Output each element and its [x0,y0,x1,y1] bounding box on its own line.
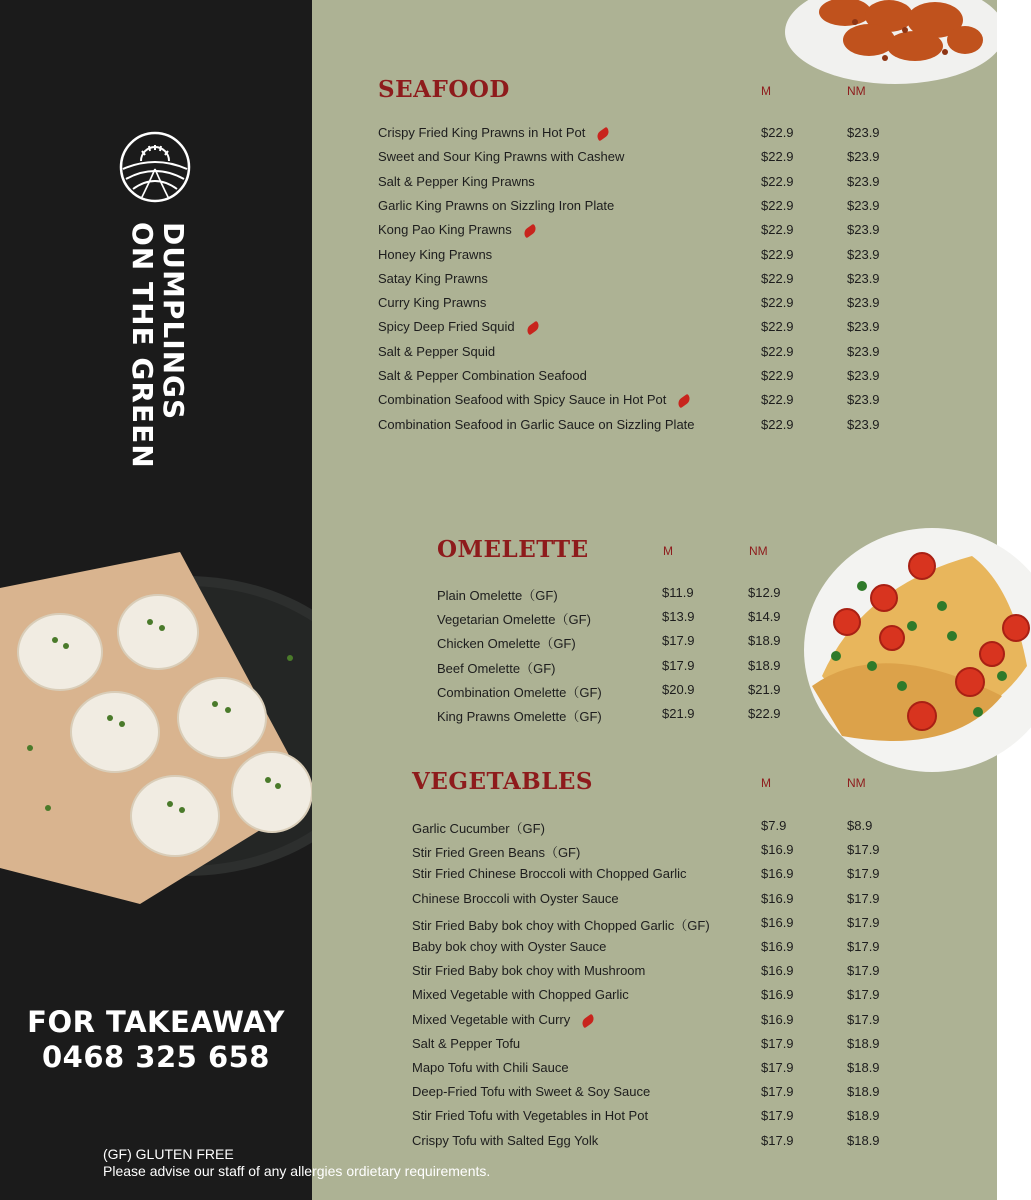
takeaway-label: FOR TAKEAWAY [27,1005,285,1039]
menu-item [378,295,907,315]
menu-item-name: Salt & Pepper Combination Seafood [378,368,587,383]
menu-item-price-nm: $17.9 [847,939,880,954]
menu-item [378,149,907,169]
menu-item-price-nm: $18.9 [748,633,781,649]
menu-item-price-nm: $17.9 [847,842,880,858]
menu-item-name: Vegetarian Omelette（GF) [437,612,591,628]
menu-item-name: Garlic Cucumber（GF) [412,821,545,836]
menu-item [437,682,808,702]
menu-item-price-m: $22.9 [761,246,794,262]
menu-item-price-m: $22.9 [761,270,794,286]
menu-item-name: Combination Omelette（GF) [437,684,602,700]
menu-item [437,706,808,726]
menu-item-name: Stir Fried Tofu with Vegetables in Hot Pot [412,1108,649,1124]
omelette-m-header: M [663,544,673,558]
menu-item [437,585,808,605]
menu-item [378,247,907,267]
menu-item [412,939,907,959]
menu-item-price-m: $22.9 [761,416,794,432]
menu-item [378,125,907,145]
menu-item-price-nm: $23.9 [847,222,880,238]
menu-item-price-nm: $17.9 [847,914,880,930]
menu-item-name: Stir Fried Chinese Broccoli with Chopped Garlic [412,866,687,882]
menu-item-price-nm: $18.9 [847,1084,880,1100]
menu-item-name: Stir Fried Baby bok choy with Chopped Garlic（GF) [412,917,710,933]
menu-item-price-m: $22.9 [761,149,794,165]
menu-item-name: Combination Seafood in Garlic Sauce on Sizzling Plate [378,416,695,432]
menu-item [412,1084,907,1104]
menu-item-name: Crispy Tofu with Salted Egg Yolk [412,1132,599,1148]
menu-item-name: Mapo Tofu with Chili Sauce [412,1060,569,1075]
menu-item [412,891,907,911]
menu-item-price-m: $21.9 [662,706,695,721]
menu-item-price-nm: $23.9 [847,392,880,408]
menu-item-name: Stir Fried Baby bok choy with Mushroom [412,963,646,979]
menu-item-name: Plain Omelette（GF) [437,588,558,603]
menu-item-price-nm: $23.9 [847,343,880,359]
menu-item-price-nm: $18.9 [847,1035,880,1051]
menu-item-price-nm: $21.9 [748,681,781,697]
menu-item [412,1060,907,1080]
prawns-plate-image [785,0,997,84]
menu-item-price-m: $22.9 [761,319,794,335]
menu-item [378,222,907,242]
menu-item-price-m: $17.9 [761,1084,794,1100]
menu-item-price-m: $17.9 [761,1108,794,1124]
menu-item [412,1133,907,1153]
chili-icon [595,127,611,142]
omelette-plate-image [802,526,1031,774]
menu-item [412,866,907,886]
menu-item-price-nm: $23.9 [847,173,880,189]
menu-item-price-nm: $23.9 [847,368,880,383]
menu-item-price-nm: $23.9 [847,270,880,286]
sunrise-field-logo-icon [119,131,191,203]
seafood-nm-header: NM [847,84,866,98]
menu-item-name: Chicken Omelette（GF) [437,636,576,652]
menu-item-name: Curry King Prawns [378,295,487,311]
menu-item-price-m: $13.9 [662,609,695,625]
menu-item-name: Combination Seafood with Spicy Sauce in Hot Pot [378,392,667,408]
menu-item-price-nm: $22.9 [748,706,781,721]
menu-item-price-nm: $8.9 [847,818,873,833]
menu-item-price-nm: $23.9 [847,295,880,311]
menu-item [412,818,907,838]
menu-item [378,271,907,291]
menu-item-name: Kong Pao King Prawns [378,222,512,238]
menu-item [378,198,907,218]
menu-item-name: Spicy Deep Fried Squid [378,319,515,335]
menu-item-name: Mixed Vegetable with Chopped Garlic [412,987,629,1003]
seafood-m-header: M [761,84,771,98]
menu-item [412,963,907,983]
takeaway-phone[interactable]: 0468 325 658 [42,1040,270,1074]
dumplings-plate-image [0,548,312,910]
menu-item-price-nm: $18.9 [748,657,781,673]
gluten-free-legend: (GF) GLUTEN FREE [103,1146,234,1162]
menu-item-price-m: $22.9 [761,368,794,383]
menu-item-price-m: $16.9 [761,866,794,882]
menu-item-price-m: $7.9 [761,818,787,833]
vegetables-m-header: M [761,776,771,790]
menu-item-name: Garlic King Prawns on Sizzling Iron Plate [378,197,615,213]
menu-item-price-nm: $23.9 [847,246,880,262]
menu-item [437,609,808,629]
menu-item [412,1108,907,1128]
allergy-advice: Please advise our staff of any allergies ordietary requirements. [103,1163,491,1179]
menu-item [437,658,808,678]
menu-item-price-m: $16.9 [761,939,794,954]
menu-item-name: Deep-Fried Tofu with Sweet & Soy Sauce [412,1084,651,1100]
menu-item-price-nm: $23.9 [847,416,880,432]
menu-item-price-nm: $23.9 [847,149,880,165]
menu-item-price-m: $16.9 [761,1011,794,1027]
chili-icon [580,1013,596,1028]
menu-item [378,174,907,194]
chili-icon [676,394,692,409]
menu-item-price-m: $16.9 [761,963,794,979]
menu-item-name: Salt & Pepper Tofu [412,1035,521,1051]
menu-item-name: Salt & Pepper King Prawns [378,173,535,189]
menu-item-price-m: $22.9 [761,173,794,189]
menu-item-price-m: $22.9 [761,295,794,311]
menu-item-price-nm: $18.9 [847,1132,880,1148]
chili-icon [522,224,538,239]
menu-item-price-nm: $23.9 [847,319,880,335]
menu-item-price-m: $17.9 [662,657,695,673]
menu-item-price-m: $22.9 [761,197,794,213]
menu-item-name: Chinese Broccoli with Oyster Sauce [412,890,619,906]
menu-item-price-nm: $17.9 [847,866,880,882]
menu-item-price-nm: $17.9 [847,890,880,906]
menu-item-name: Mixed Vegetable with Curry [412,1011,571,1027]
menu-item [378,319,907,339]
menu-item-price-m: $22.9 [761,222,794,238]
menu-item-name: Honey King Prawns [378,246,493,262]
menu-item-price-nm: $18.9 [847,1060,880,1075]
menu-item-price-m: $16.9 [761,987,794,1003]
menu-item [378,368,907,388]
menu-item-name: Satay King Prawns [378,270,488,286]
vegetables-nm-header: NM [847,776,866,790]
menu-item-price-nm: $17.9 [847,987,880,1003]
menu-item-price-m: $17.9 [662,633,695,649]
vegetables-title: VEGETABLES [412,768,594,795]
menu-item [437,633,808,653]
menu-item-price-nm: $14.9 [748,609,781,625]
brand-line-2: ON THE GREEN [126,222,159,469]
menu-item-price-m: $22.9 [761,125,794,140]
menu-item-name: Stir Fried Green Beans（GF) [412,845,581,861]
menu-item-name: King Prawns Omelette（GF) [437,709,602,724]
menu-item-price-m: $17.9 [761,1035,794,1051]
menu-item [378,344,907,364]
brand-line-1: DUMPLINGS [157,222,190,421]
menu-item-price-m: $16.9 [761,842,794,858]
menu-item [378,417,907,437]
menu-item [412,842,907,862]
menu-item-name: Baby bok choy with Oyster Sauce [412,939,607,954]
menu-item-price-m: $17.9 [761,1132,794,1148]
menu-item-price-m: $22.9 [761,343,794,359]
menu-item-price-nm: $17.9 [847,963,880,979]
menu-item-price-m: $17.9 [761,1060,794,1075]
menu-item-name: Sweet and Sour King Prawns with Cashew [378,149,625,165]
menu-item [412,1036,907,1056]
menu-item [378,392,907,412]
takeaway-info [0,1005,312,1075]
menu-item-price-m: $11.9 [662,585,694,600]
menu-item-price-m: $16.9 [761,890,794,906]
menu-item-price-m: $16.9 [761,914,794,930]
menu-item-price-m: $20.9 [662,681,695,697]
menu-item-price-m: $22.9 [761,392,794,408]
omelette-title: OMELETTE [437,536,589,563]
brand-name [127,222,189,469]
menu-item [412,915,907,935]
seafood-title: SEAFOOD [378,76,510,103]
menu-item-price-nm: $23.9 [847,125,880,140]
menu-item-name: Salt & Pepper Squid [378,343,496,359]
menu-item-price-nm: $17.9 [847,1011,880,1027]
menu-item-price-nm: $23.9 [847,197,880,213]
menu-item [412,1012,907,1032]
menu-item-price-nm: $12.9 [748,585,781,600]
chili-icon [525,321,541,336]
menu-item-name: Beef Omelette（GF) [437,660,556,676]
menu-item-price-nm: $18.9 [847,1108,880,1124]
menu-item-name: Crispy Fried King Prawns in Hot Pot [378,125,586,140]
menu-item [412,987,907,1007]
omelette-nm-header: NM [749,544,768,558]
